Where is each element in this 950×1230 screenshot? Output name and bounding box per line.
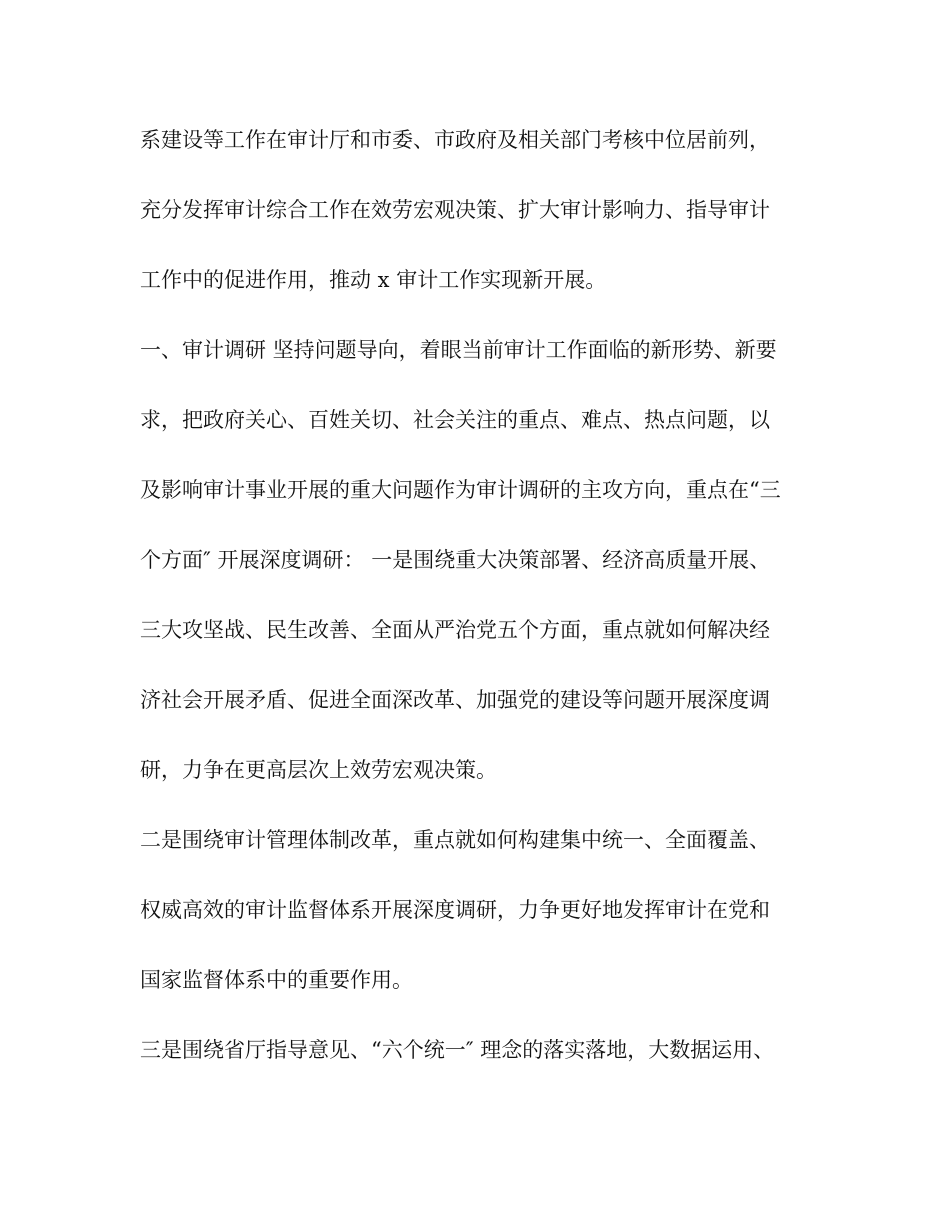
text-line: 一、审计调研 坚持问题导向，着眼当前审计工作面临的新形势、新要 xyxy=(140,338,777,362)
text-line: 二是围绕审计管理体制改革，重点就如何构建集中统一、全面覆盖、 xyxy=(140,828,770,852)
text-line: 国家监督体系中的重要作用。 xyxy=(140,968,413,992)
document-body xyxy=(140,118,820,1098)
text-line: 求，把政府关心、百姓关切、社会关注的重点、难点、热点问题，以 xyxy=(140,408,770,432)
text-line: 充分发挥审计综合工作在效劳宏观决策、扩大审计影响力、指导审计 xyxy=(140,198,770,222)
text-line: 权威高效的审计监督体系开展深度调研，力争更好地发挥审计在党和 xyxy=(140,898,770,922)
text-line: 三是围绕省厅指导意见、“六个统一″ 理念的落实落地，大数据运用、 xyxy=(140,1038,775,1062)
text-line: 三大攻坚战、民生改善、全面从严治党五个方面，重点就如何解决经 xyxy=(140,618,770,642)
text-line: 个方面″ 开展深度调研： 一是围绕重大决策部署、经济高质量开展、 xyxy=(140,548,771,572)
text-line: 工作中的促进作用，推动 x 审计工作实现新开展。 xyxy=(140,268,607,292)
text-line: 系建设等工作在审计厅和市委、市政府及相关部门考核中位居前列， xyxy=(140,128,770,152)
text-line: 及影响审计事业开展的重大问题作为审计调研的主攻方向，重点在“三 xyxy=(140,478,781,502)
text-line: 济社会开展矛盾、促进全面深改革、加强党的建设等问题开展深度调 xyxy=(140,688,770,712)
text-line: 研，力争在更高层次上效劳宏观决策。 xyxy=(140,758,497,782)
